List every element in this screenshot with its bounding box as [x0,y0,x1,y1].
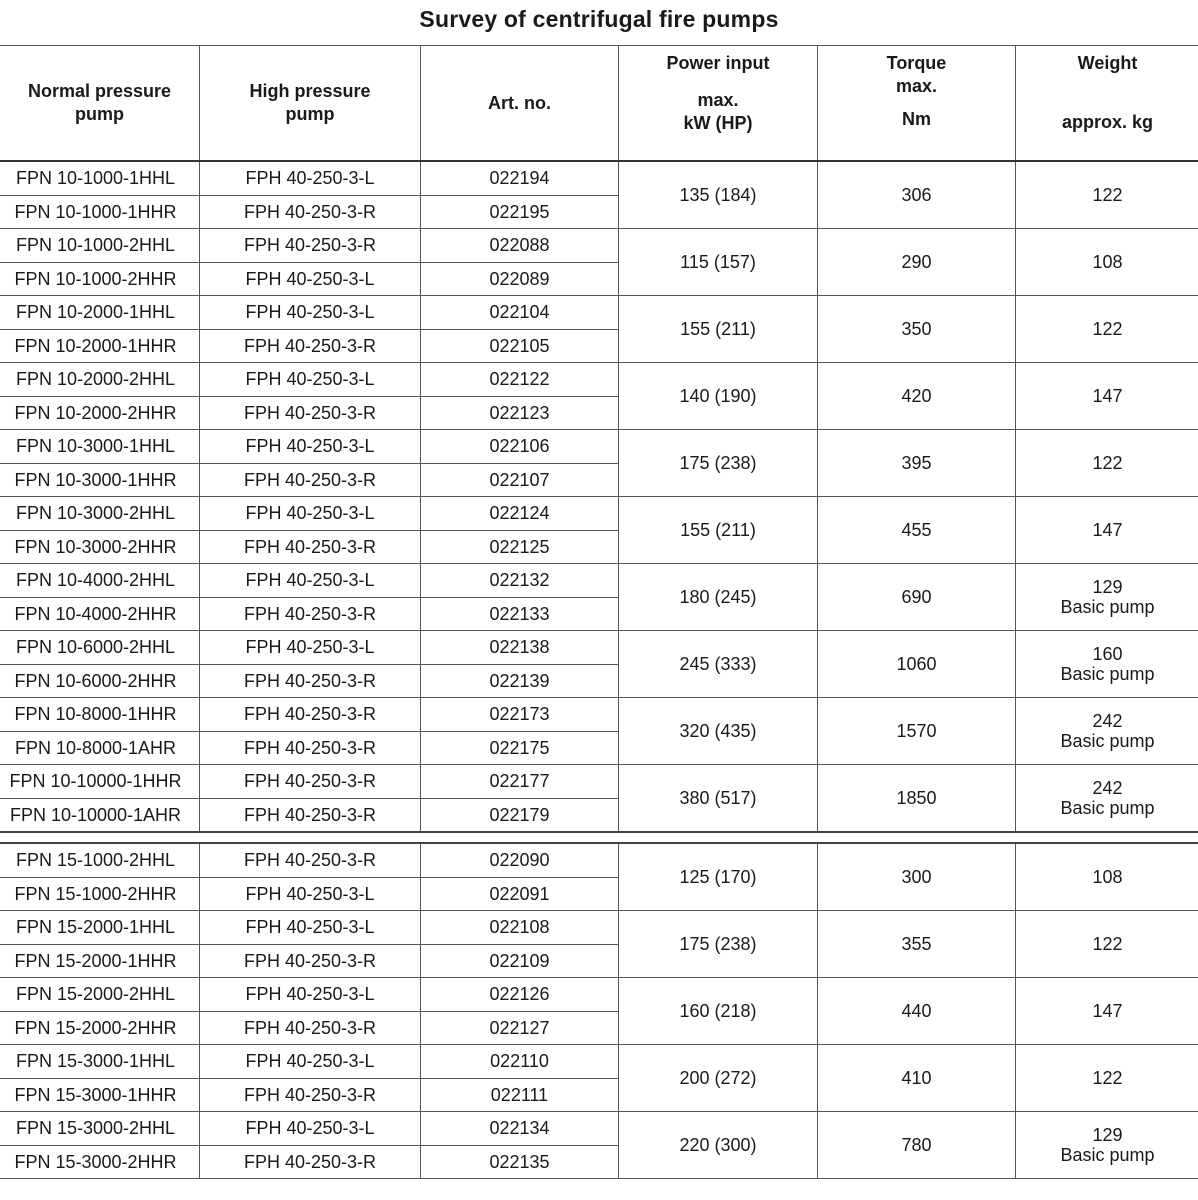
high-pressure-pump-cell: FPH 40-250-3-L [200,363,421,397]
torque-cell: 455 [818,497,1016,564]
normal-pressure-pump: FPN 15-3000-2HHL [15,1118,176,1139]
torque-cell: 1060 [818,631,1016,698]
header-high-pressure [200,46,421,162]
art-no-cell: 022125 [421,530,619,564]
normal-pressure-pump: FPN 15-2000-2HHR [14,1017,177,1038]
normal-pressure-pump: FPN 15-3000-2HHR [14,1151,177,1172]
normal-pressure-pump: FPN 15-2000-2HHL [15,984,176,1005]
normal-pressure-pump: FPN 15-2000-1HHL [15,917,176,938]
art-no-cell: 022123 [421,396,619,430]
torque-cell: 420 [818,363,1016,430]
high-pressure-pump-cell: FPH 40-250-3-R [200,731,421,765]
power-input-cell: 160 (218) [619,978,818,1045]
art-no-cell: 022091 [421,877,619,911]
high-pressure-pump-cell: FPH 40-250-3-L [200,631,421,665]
art-no-cell: 022122 [421,363,619,397]
high-pressure-pump-cell: FPH 40-250-3-R [200,229,421,263]
torque-cell: 1570 [818,698,1016,765]
normal-pressure-pump-cell [0,944,200,978]
normal-pressure-pump-cell [0,597,200,631]
power-input-cell: 245 (333) [619,631,818,698]
table-body [0,161,1198,1179]
normal-pressure-pump-cell [0,530,200,564]
normal-pressure-pump-cell [0,1112,200,1146]
torque-cell: 690 [818,564,1016,631]
table-row [0,765,1198,799]
header-torque-top: Torque max. [886,53,947,96]
art-no-cell: 022088 [421,229,619,263]
normal-pressure-pump-cell [0,229,200,263]
weight-cell: 129 Basic pump [1016,564,1198,631]
high-pressure-pump-cell: FPH 40-250-3-R [200,944,421,978]
table-row [0,296,1198,330]
normal-pressure-pump-cell [0,978,200,1012]
table-row [0,229,1198,263]
torque-cell: 300 [818,843,1016,911]
normal-pressure-pump: FPN 15-3000-1HHL [15,1051,176,1072]
header-normal-pressure-label: Normal pressure pump [27,81,172,124]
power-input-cell: 320 (435) [619,698,818,765]
normal-pressure-pump-cell [0,463,200,497]
high-pressure-pump-cell: FPH 40-250-3-R [200,798,421,832]
high-pressure-pump-cell: FPH 40-250-3-R [200,843,421,877]
normal-pressure-pump: FPN 10-3000-2HHR [14,536,177,557]
table-row [0,430,1198,464]
high-pressure-pump-cell: FPH 40-250-3-L [200,564,421,598]
art-no-cell: 022194 [421,161,619,195]
art-no-cell: 022173 [421,698,619,732]
art-no-cell: 022104 [421,296,619,330]
power-input-cell: 380 (517) [619,765,818,833]
weight-cell: 147 [1016,497,1198,564]
high-pressure-pump-cell: FPH 40-250-3-R [200,195,421,229]
normal-pressure-pump: FPN 10-1000-1HHL [15,168,176,189]
normal-pressure-pump-cell [0,664,200,698]
high-pressure-pump-cell: FPH 40-250-3-R [200,698,421,732]
normal-pressure-pump-cell [0,195,200,229]
high-pressure-pump-cell: FPH 40-250-3-L [200,430,421,464]
normal-pressure-pump: FPN 10-3000-1HHR [14,469,177,490]
header-torque-unit: Nm [901,109,931,129]
torque-cell: 1850 [818,765,1016,833]
normal-pressure-pump: FPN 10-2000-2HHL [15,369,176,390]
torque-cell: 780 [818,1112,1016,1179]
weight-cell: 242 Basic pump [1016,698,1198,765]
high-pressure-pump-cell: FPH 40-250-3-R [200,530,421,564]
high-pressure-pump-cell: FPH 40-250-3-L [200,978,421,1012]
normal-pressure-pump: FPN 10-2000-1HHR [14,335,177,356]
weight-cell: 108 [1016,843,1198,911]
art-no-cell: 022195 [421,195,619,229]
high-pressure-pump-cell: FPH 40-250-3-R [200,765,421,799]
normal-pressure-pump: FPN 10-1000-2HHL [15,235,176,256]
power-input-cell: 125 (170) [619,843,818,911]
art-no-cell: 022138 [421,631,619,665]
weight-cell: 122 [1016,911,1198,978]
high-pressure-pump-cell: FPH 40-250-3-R [200,1145,421,1179]
power-input-cell: 175 (238) [619,430,818,497]
normal-pressure-pump-cell [0,731,200,765]
normal-pressure-pump: FPN 10-2000-2HHR [14,402,177,423]
torque-cell: 306 [818,161,1016,229]
normal-pressure-pump: FPN 10-1000-1HHR [14,201,177,222]
header-weight [1016,46,1198,162]
normal-pressure-pump: FPN 15-1000-2HHR [14,883,177,904]
normal-pressure-pump: FPN 10-4000-2HHR [14,603,177,624]
art-no-cell: 022107 [421,463,619,497]
page-title: Survey of centrifugal fire pumps [419,6,779,32]
normal-pressure-pump-cell [0,798,200,832]
torque-cell: 350 [818,296,1016,363]
header-weight-unit: approx. kg [1061,112,1154,132]
normal-pressure-pump-cell [0,363,200,397]
header-torque [818,46,1016,162]
high-pressure-pump-cell: FPH 40-250-3-L [200,911,421,945]
normal-pressure-pump: FPN 10-8000-1HHR [14,704,177,725]
art-no-cell: 022179 [421,798,619,832]
table-row [0,497,1198,531]
normal-pressure-pump: FPN 15-3000-1HHR [14,1084,177,1105]
normal-pressure-pump-cell [0,564,200,598]
high-pressure-pump-cell: FPH 40-250-3-L [200,497,421,531]
normal-pressure-pump: FPN 15-1000-2HHL [15,850,176,871]
art-no-cell: 022109 [421,944,619,978]
torque-cell: 290 [818,229,1016,296]
normal-pressure-pump-cell [0,1078,200,1112]
art-no-cell: 022089 [421,262,619,296]
weight-cell: 242 Basic pump [1016,765,1198,833]
normal-pressure-pump-cell [0,1045,200,1079]
weight-cell: 122 [1016,1045,1198,1112]
weight-cell: 122 [1016,296,1198,363]
table-row [0,843,1198,877]
art-no-cell: 022132 [421,564,619,598]
weight-cell: 108 [1016,229,1198,296]
table-row [0,1112,1198,1146]
high-pressure-pump-cell: FPH 40-250-3-L [200,296,421,330]
table-row [0,911,1198,945]
power-input-cell: 155 (211) [619,497,818,564]
weight-cell: 160 Basic pump [1016,631,1198,698]
weight-cell: 129 Basic pump [1016,1112,1198,1179]
art-no-cell: 022124 [421,497,619,531]
table-row [0,978,1198,1012]
torque-cell: 355 [818,911,1016,978]
power-input-cell: 135 (184) [619,161,818,229]
art-no-cell: 022111 [421,1078,619,1112]
header-high-pressure-label: High pressure pump [249,81,371,124]
normal-pressure-pump-cell [0,396,200,430]
normal-pressure-pump-cell [0,911,200,945]
normal-pressure-pump-cell [0,1145,200,1179]
high-pressure-pump-cell: FPH 40-250-3-R [200,396,421,430]
normal-pressure-pump: FPN 10-1000-2HHR [14,268,177,289]
normal-pressure-pump: FPN 10-6000-2HHR [14,670,177,691]
art-no-cell: 022135 [421,1145,619,1179]
normal-pressure-pump-cell [0,497,200,531]
normal-pressure-pump-cell [0,765,200,799]
header-art-no-label: Art. no. [488,92,551,113]
art-no-cell: 022134 [421,1112,619,1146]
table-header [0,46,1198,162]
table-row [0,363,1198,397]
high-pressure-pump-cell: FPH 40-250-3-R [200,1078,421,1112]
normal-pressure-pump-cell [0,262,200,296]
weight-cell: 122 [1016,161,1198,229]
table-row [0,698,1198,732]
normal-pressure-pump: FPN 10-3000-1HHL [15,436,176,457]
art-no-cell: 022090 [421,843,619,877]
art-no-cell: 022106 [421,430,619,464]
torque-cell: 395 [818,430,1016,497]
high-pressure-pump-cell: FPH 40-250-3-L [200,262,421,296]
art-no-cell: 022105 [421,329,619,363]
table-row [0,1045,1198,1079]
normal-pressure-pump-cell [0,843,200,877]
power-input-cell: 200 (272) [619,1045,818,1112]
art-no-cell: 022175 [421,731,619,765]
normal-pressure-pump-cell [0,161,200,195]
pump-survey-table [0,45,1198,1179]
normal-pressure-pump-cell [0,698,200,732]
normal-pressure-pump-cell [0,877,200,911]
power-input-cell: 155 (211) [619,296,818,363]
high-pressure-pump-cell: FPH 40-250-3-R [200,329,421,363]
section-separator [0,832,1198,843]
header-normal-pressure [0,46,200,162]
art-no-cell: 022127 [421,1011,619,1045]
normal-pressure-pump: FPN 15-2000-1HHR [14,950,177,971]
power-input-cell: 220 (300) [619,1112,818,1179]
weight-cell: 147 [1016,363,1198,430]
power-input-cell: 180 (245) [619,564,818,631]
normal-pressure-pump: FPN 10-2000-1HHL [15,302,176,323]
header-weight-top: Weight [1077,53,1138,73]
table-row [0,631,1198,665]
normal-pressure-pump: FPN 10-6000-2HHL [15,637,176,658]
high-pressure-pump-cell: FPH 40-250-3-R [200,1011,421,1045]
normal-pressure-pump-cell [0,329,200,363]
art-no-cell: 022110 [421,1045,619,1079]
table-row [0,161,1198,195]
power-input-cell: 115 (157) [619,229,818,296]
normal-pressure-pump: FPN 10-3000-2HHL [15,503,176,524]
art-no-cell: 022126 [421,978,619,1012]
torque-cell: 440 [818,978,1016,1045]
high-pressure-pump-cell: FPH 40-250-3-R [200,597,421,631]
header-power-unit: max. kW (HP) [683,90,753,133]
high-pressure-pump-cell: FPH 40-250-3-L [200,1045,421,1079]
header-power-top: Power input [666,53,770,73]
normal-pressure-pump-cell [0,1011,200,1045]
header-row [0,46,1198,162]
high-pressure-pump-cell: FPH 40-250-3-L [200,877,421,911]
normal-pressure-pump: FPN 10-8000-1AHR [14,737,177,758]
normal-pressure-pump: FPN 10-10000-1HHR [9,771,182,792]
power-input-cell: 175 (238) [619,911,818,978]
normal-pressure-pump-cell [0,430,200,464]
normal-pressure-pump: FPN 10-10000-1AHR [9,804,182,825]
high-pressure-pump-cell: FPH 40-250-3-L [200,161,421,195]
art-no-cell: 022177 [421,765,619,799]
table-row [0,564,1198,598]
header-art-no [421,46,619,162]
high-pressure-pump-cell: FPH 40-250-3-R [200,664,421,698]
normal-pressure-pump-cell [0,296,200,330]
art-no-cell: 022108 [421,911,619,945]
art-no-cell: 022139 [421,664,619,698]
high-pressure-pump-cell: FPH 40-250-3-L [200,1112,421,1146]
normal-pressure-pump-cell [0,631,200,665]
normal-pressure-pump: FPN 10-4000-2HHL [15,570,176,591]
header-power-input [619,46,818,162]
high-pressure-pump-cell: FPH 40-250-3-R [200,463,421,497]
art-no-cell: 022133 [421,597,619,631]
weight-cell: 122 [1016,430,1198,497]
section-separator-cell [0,832,1198,843]
torque-cell: 410 [818,1045,1016,1112]
weight-cell: 147 [1016,978,1198,1045]
power-input-cell: 140 (190) [619,363,818,430]
